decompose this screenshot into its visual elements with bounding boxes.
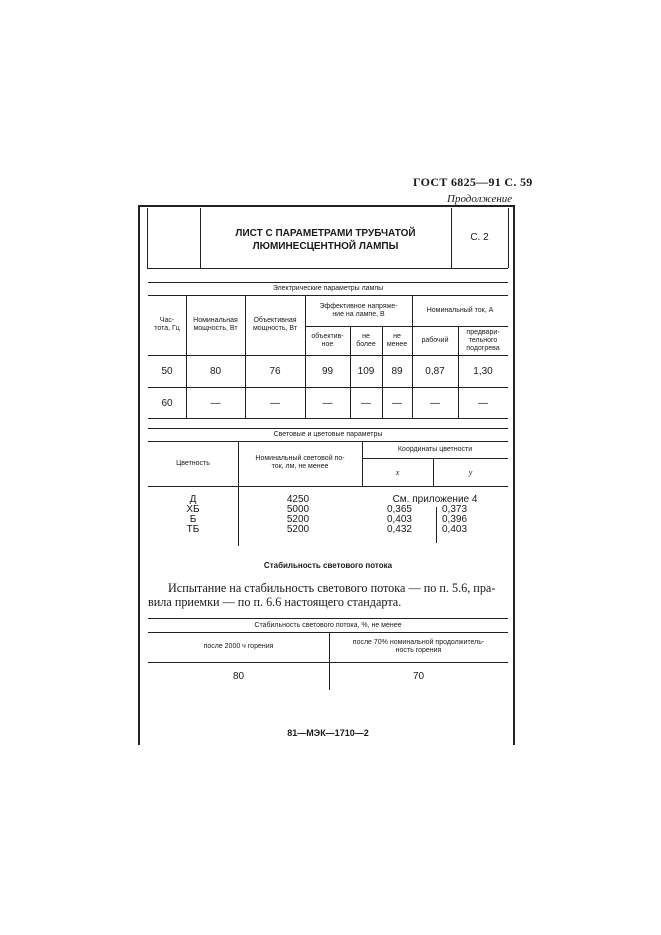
col-after-2000: после 2000 ч горения bbox=[203, 643, 274, 650]
flux-tb: 5200 bbox=[286, 524, 310, 535]
color-b: Б bbox=[189, 514, 197, 525]
y-list bbox=[442, 505, 482, 535]
sub-min: не менее bbox=[386, 333, 408, 348]
color-tb: ТБ bbox=[186, 524, 200, 535]
group-coords: Координаты цветности bbox=[397, 445, 473, 453]
col-after-70-line1: после 70% номинальной продолжитель- bbox=[352, 639, 485, 646]
col-objective-power: Объективная мощность, Вт bbox=[252, 317, 298, 332]
electrical-row1-voltage-objective: 99 bbox=[321, 365, 334, 377]
electrical-row1-voltage-min: 89 bbox=[391, 365, 403, 377]
electrical-row2-objective-power: — bbox=[270, 397, 280, 409]
y-hb: 0,373 bbox=[442, 504, 468, 515]
x-tb: 0,432 bbox=[386, 524, 412, 535]
electrical-row2-current-preheat: — bbox=[478, 397, 488, 409]
color-list bbox=[183, 495, 203, 535]
electrical-row2-voltage-min: — bbox=[392, 397, 402, 409]
col-flux: Номинальный световой по-ток, лм, не менее bbox=[255, 455, 345, 470]
sub-y: y bbox=[468, 467, 473, 477]
col-after-70 bbox=[329, 636, 508, 658]
group-current: Номинальный ток, А bbox=[426, 307, 494, 314]
continuation-label: Продолжение bbox=[447, 193, 513, 205]
gost-header: ГОСТ 6825—91 С. 59 bbox=[413, 175, 533, 189]
color-hb: ХБ bbox=[186, 504, 200, 515]
stability-caption: Стабильность светового потока, %, не менее bbox=[254, 621, 402, 629]
sub-objective: объектив-ное bbox=[311, 333, 344, 348]
group-voltage: Эффективное напряже-ние на лампе, В bbox=[319, 303, 398, 318]
col-color: Цветность bbox=[176, 460, 210, 467]
electrical-row2-voltage-max: — bbox=[361, 397, 371, 409]
x-hb: 0,365 bbox=[386, 504, 412, 515]
x-b: 0,403 bbox=[386, 514, 412, 525]
electrical-row2-voltage-objective: — bbox=[322, 397, 333, 409]
electrical-caption: Электрические параметры лампы bbox=[272, 284, 384, 292]
sheet-title-line1: ЛИСТ С ПАРАМЕТРАМИ ТРУБЧАТОЙ bbox=[235, 228, 416, 239]
value-after-70: 70 bbox=[412, 670, 425, 682]
sheet-title-line2: ЛЮМИНЕСЦЕНТНОЙ ЛАМПЫ bbox=[252, 241, 399, 252]
electrical-row2-nominal-power: — bbox=[210, 397, 221, 409]
stability-text-line2: вила приемки — по п. 6.6 настоящего стандарта. bbox=[148, 595, 402, 609]
electrical-row1-current-preheat: 1,30 bbox=[473, 365, 493, 377]
stability-paragraph bbox=[148, 581, 510, 609]
appendix-note: См. приложение 4 bbox=[392, 494, 478, 505]
col-nominal-power: Номинальная мощность, Вт bbox=[193, 317, 238, 332]
flux-b: 5200 bbox=[286, 514, 310, 525]
electrical-row1-objective-power: 76 bbox=[269, 365, 281, 377]
y-b: 0,396 bbox=[442, 514, 468, 525]
sub-preheat: предвари-тельного подогрева bbox=[466, 329, 500, 352]
flux-hb: 5000 bbox=[286, 504, 310, 515]
value-after-2000: 80 bbox=[232, 670, 245, 682]
electrical-row1-frequency: 50 bbox=[161, 365, 173, 377]
footer-code: 81—МЭК—1710—2 bbox=[287, 728, 369, 738]
flux-list bbox=[278, 495, 318, 535]
y-tb: 0,403 bbox=[442, 524, 468, 535]
sub-x: x bbox=[395, 467, 400, 477]
electrical-row1-current-working: 0,87 bbox=[425, 365, 445, 377]
electrical-row2-frequency: 60 bbox=[161, 397, 173, 409]
electrical-row1-voltage-max: 109 bbox=[357, 365, 375, 377]
sub-working: рабочий bbox=[421, 337, 449, 344]
stability-text-line1: Испытание на стабильность светового потока — по п. 5.6, пра- bbox=[168, 581, 496, 595]
sheet-title bbox=[200, 220, 451, 260]
sub-max: не более bbox=[356, 333, 376, 348]
color-d: Д bbox=[189, 494, 197, 505]
electrical-row2-current-working: — bbox=[430, 397, 440, 409]
electrical-row1-nominal-power: 80 bbox=[209, 365, 222, 377]
sheet-page-number: С. 2 bbox=[470, 231, 489, 243]
flux-d: 4250 bbox=[286, 494, 310, 505]
light-caption: Световые и цветовые параметры bbox=[273, 430, 383, 438]
stability-heading: Стабильность светового потока bbox=[263, 561, 393, 570]
col-frequency: Час-тота, Гц bbox=[154, 317, 180, 332]
col-after-70-line2: ность горения bbox=[395, 647, 442, 654]
x-list bbox=[372, 505, 412, 535]
